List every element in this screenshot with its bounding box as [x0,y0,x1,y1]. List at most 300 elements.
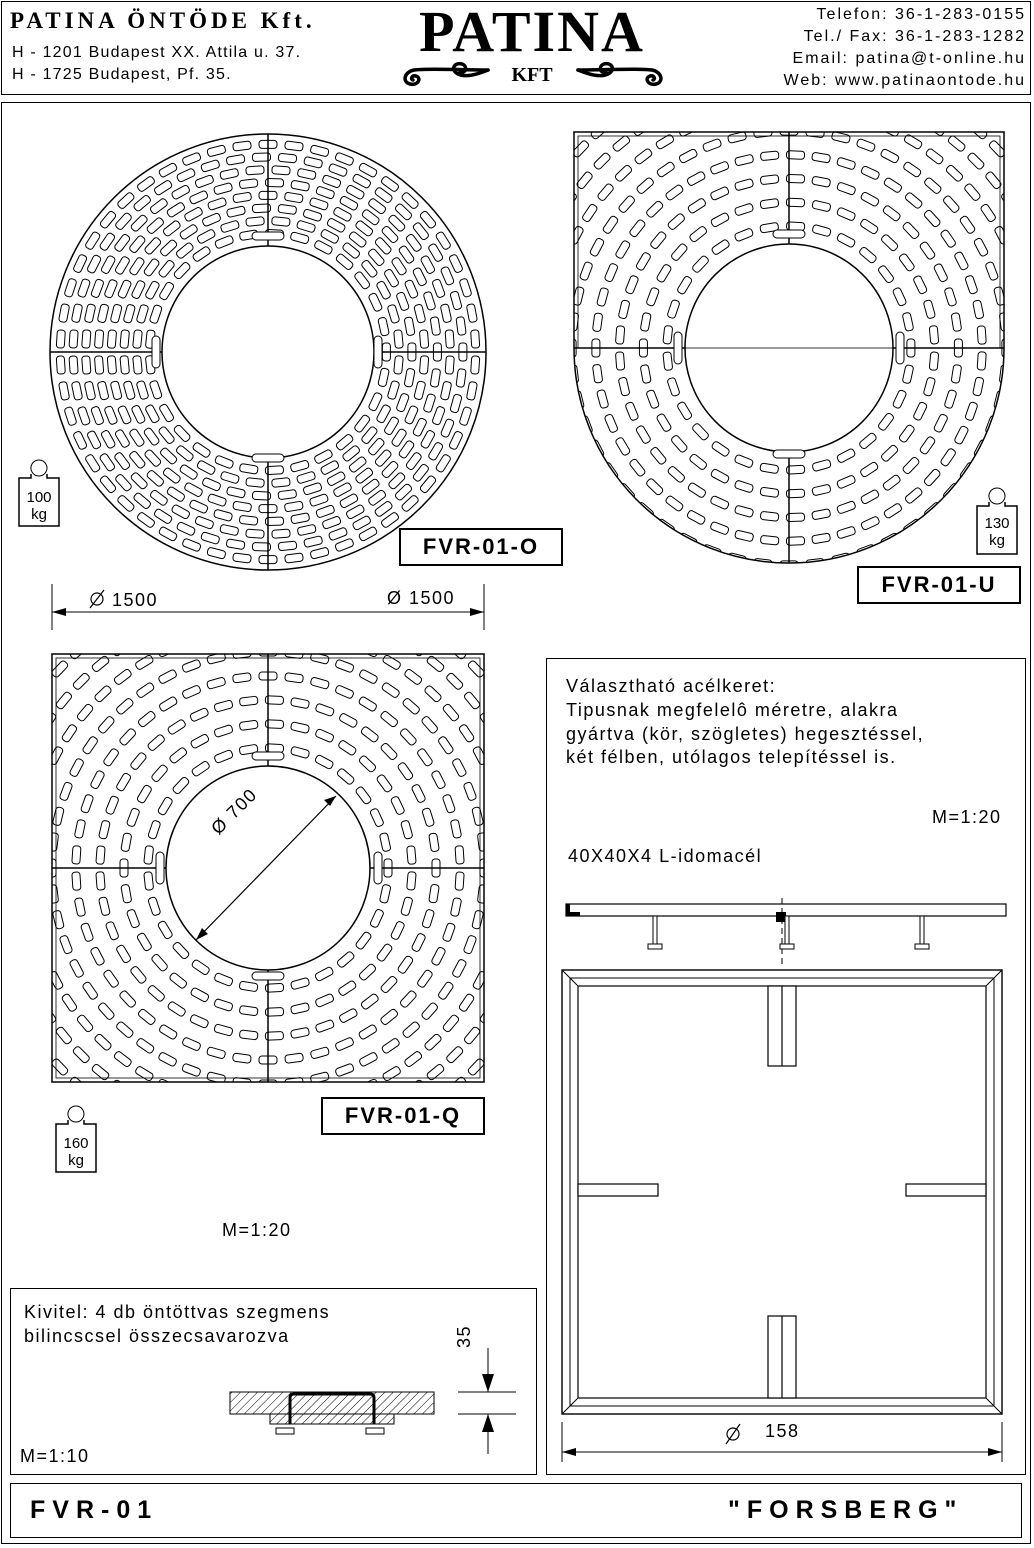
grate-slot [702,569,722,572]
grate-slot [114,233,131,252]
grate-slot [206,1047,225,1060]
grate-slot [484,679,488,698]
grate-slot [689,225,708,242]
grate-slot [133,194,152,212]
grate-slot [121,884,132,903]
contact-phone: Telefon: 36-1-283-0155 [816,6,1026,23]
grate-slot [239,463,258,474]
grate-slot [173,261,191,280]
grate-slot [114,212,132,231]
grate-slot [686,510,706,526]
grate-slot [381,682,400,699]
grate-slot [965,401,978,421]
grate-slot [136,1037,155,1054]
grate-slot [114,451,131,470]
frame-scale-label: M=1:20 [932,807,1002,827]
grate-slot [113,668,132,685]
grate-slot [404,1050,423,1067]
grate-slot [69,1076,88,1086]
grate-slot [355,931,372,950]
grate-slot [380,975,398,994]
grate-slot [304,156,323,168]
grate-slot [977,352,986,370]
grate-slot [214,972,234,986]
detail-text-line1: Kivitel: 4 db öntöttvas szegmens [24,1302,331,1322]
grate-slot [91,406,105,426]
grate-slot [358,696,378,712]
grate-slot [352,515,372,531]
weight-round-value: 100 [26,489,52,506]
grate-slot [472,807,484,826]
grate-slot [612,135,631,153]
grate-slot [1000,191,1014,210]
grate-slot [985,171,1003,190]
grate-slot [136,304,149,324]
grate-slot [76,703,94,722]
grate-slot [315,728,335,742]
grate-slot [296,471,316,484]
grate-slot [566,191,578,210]
grate-slot [625,401,639,421]
grate-slot [131,405,146,425]
grate-slot [315,505,335,519]
grate-slot [448,431,463,451]
grate-slot [640,364,651,383]
grate-slot [458,724,475,743]
grate-slot [182,152,202,166]
grate-slot [146,217,165,235]
grate-slot [618,195,636,214]
grate-slot [314,449,334,464]
grate-slot [179,464,198,481]
grate-slot [239,1030,258,1040]
grate-slot [105,921,119,941]
grate-slot [944,389,957,409]
contact-web: Web: www.patinaontode.hu [783,72,1026,89]
grate-slot [290,746,309,759]
grate-slot [166,202,185,218]
clamp-section-drawing [226,1330,526,1458]
grate-slot [314,240,334,255]
grate-slot [133,356,143,375]
grate-slot [233,192,252,203]
grate-slot [130,214,148,232]
model-label-round: FVR-01-O [399,528,563,566]
grate-slot [880,148,900,163]
grate-slot [86,430,101,450]
grate-slot [232,673,251,683]
grate-slot [898,424,915,443]
grate-slot [973,377,984,396]
grate-slot [189,499,209,514]
grate-slot [877,265,894,284]
grate-slot [942,482,960,501]
grate-slot [291,180,310,191]
outer-diameter-left-label: 1500 [112,590,159,610]
grate-slot [904,487,923,505]
grate-slot [980,203,997,222]
grate-slot [143,258,160,277]
grate-slot [333,482,353,498]
grate-slot [640,312,651,331]
grate-slot [919,241,936,260]
grate-slot [686,171,706,187]
grate-slot [64,406,77,426]
grate-slot [297,524,316,536]
grate-slot [760,151,779,161]
grate-slot [158,1024,178,1040]
grate-slot [314,966,334,981]
grate-slot [437,981,454,1000]
grate-slot [104,279,118,299]
grate-slot [919,436,936,455]
grate-slot [576,506,594,525]
grate-slot [994,225,1009,245]
grate-slot [646,287,660,307]
grate-slot [597,183,615,202]
grate-slot [94,330,103,349]
grate-slot [691,255,709,274]
contact-email: Email: patina@t-online.hu [792,50,1026,67]
grate-slot [335,1063,355,1077]
grate-slot [345,504,365,520]
weight-u-value: 130 [984,515,1010,532]
grate-slot [390,921,405,941]
grate-slot [309,493,329,506]
grate-slot [182,1063,202,1077]
grate-slot [100,255,116,275]
grate-slot [892,389,907,409]
grate-slot [189,1014,209,1029]
grate-slot [159,281,175,301]
grate-slot [71,381,82,400]
grate-slot [419,330,428,349]
grate-slot [456,317,466,336]
grate-slot [378,368,390,387]
grate-slot [213,182,232,194]
grate-slot [69,650,88,660]
grate-slot [61,724,78,743]
grate-slot [430,368,441,387]
grate-slot [572,538,590,557]
grate-slot [569,225,584,245]
grate-slot [753,558,772,568]
grate-slot [303,209,323,222]
grate-slot [278,153,297,163]
grate-slot [581,473,598,492]
grate-slot [297,168,316,180]
grate-slot [456,369,466,388]
grate-slot [455,846,464,865]
grate-slot [880,234,899,252]
grate-slot [860,489,880,505]
grate-slot [192,246,211,263]
grate-slot [136,784,152,804]
grate-slot [176,521,196,536]
round-grate-drawing [40,124,496,580]
grate-slot [396,393,410,413]
detail-scale-label: M=1:10 [20,1446,90,1466]
grate-slot [883,177,902,193]
grate-slot [226,486,245,498]
grate-slot [812,484,831,496]
grate-slot [985,261,999,281]
grate-slot [566,518,572,537]
grate-slot [159,403,175,423]
grate-slot [100,429,116,449]
grate-slot [191,760,210,777]
grate-slot [452,959,467,979]
grate-slot [172,776,190,795]
grate-slot [880,444,899,462]
grate-slot [195,175,215,189]
grate-slot [923,377,935,396]
grate-slot [625,275,639,295]
grate-slot [315,703,335,717]
grate-slot [90,946,105,966]
grate-slot [702,124,722,127]
grate-slot [812,533,831,544]
grate-slot [82,981,99,1000]
grate-slot [239,696,258,706]
grate-slot [96,872,105,891]
grate-slot [883,503,902,519]
grate-slot [290,1027,309,1038]
grate-slot [414,381,426,400]
grate-slot [734,228,754,242]
grate-slot [69,959,84,979]
grate-slot [964,183,982,202]
grate-slot [290,460,309,473]
grate-slot [123,381,135,400]
grate-slot [472,910,484,929]
grate-slot [420,429,436,449]
grate-slot [836,501,856,515]
grate-slot [145,280,161,300]
grate-slot [104,405,118,425]
grate-slot [84,381,96,400]
grate-slot [877,412,894,431]
grate-slot [69,758,84,778]
grate-slot [129,257,146,276]
grate-slot [69,330,78,348]
grate-slot [967,152,985,170]
grate-slot [702,138,722,152]
grate-slot [133,492,152,510]
grate-slot [677,401,693,421]
grate-slot [471,356,480,374]
grate-slot [634,148,653,165]
grate-slot [836,207,856,221]
grate-slot [999,365,1009,384]
grate-slot [452,758,467,778]
grate-slot [73,431,88,451]
grate-slot [463,935,477,955]
grate-slot [860,165,880,180]
grate-slot [207,197,227,210]
grate-slot [1005,427,1014,447]
grate-slot [448,1076,467,1086]
grate-slot [336,768,355,786]
grate-slot [72,672,90,690]
grate-slot [411,784,426,804]
grate-slot [114,473,132,492]
grate-slot [151,764,169,783]
grate-slot [360,726,379,743]
grate-slot [416,748,433,767]
grate-slot [192,442,211,459]
grate-slot [634,531,653,548]
grate-slot [49,833,59,852]
grate-slot [615,240,631,260]
grate-slot [404,279,419,299]
grate-slot [358,963,377,981]
grate-slot [133,330,143,349]
grate-slot [233,553,252,563]
grate-slot [450,291,462,310]
grate-slot [284,192,303,203]
grate-slot [618,482,636,501]
grate-slot [335,538,355,552]
grate-slot [97,381,109,400]
grate-slot [220,220,240,233]
grate-slot [121,833,132,852]
grate-slot [290,697,309,708]
grate-slot [72,872,81,891]
grate-slot [407,846,417,865]
frame-width-label: 158 [765,1421,800,1441]
grate-slot [359,1052,379,1067]
grate-slot [945,514,964,532]
grate-slot [597,494,615,513]
grate-slot [207,493,227,506]
grate-slot [467,660,485,679]
grate-slot [69,356,78,374]
grate-slot [860,516,880,531]
grate-slot [649,231,667,250]
grate-slot [665,184,684,201]
grate-slot [246,166,265,175]
grate-slot [97,715,115,734]
logo-kft: KFT [511,64,553,86]
grate-slot [328,527,348,541]
grate-slot [376,943,393,962]
grate-slot [195,516,215,530]
grate-slot [233,141,252,151]
grate-slot [51,660,69,679]
grate-slot [635,252,651,272]
grate-slot [59,935,73,955]
grate-slot [126,808,140,828]
grate-slot [320,229,340,245]
grate-slot [933,263,948,283]
grate-slot [678,559,698,572]
grate-slot [923,177,942,195]
grate-slot [455,872,464,891]
grate-slot [107,356,116,375]
grate-slot [618,300,630,319]
grate-slot [59,782,73,802]
grate-slot [322,516,342,530]
grate-slot [432,279,446,299]
grate-slot [710,186,730,201]
grate-slot [214,700,233,712]
grate-slot [123,304,135,323]
grate-slot [105,795,119,815]
grate-slot [859,218,878,235]
grate-slot [151,953,169,972]
grate-slot [590,556,609,572]
grate-slot [369,909,384,929]
grate-slot [128,235,146,254]
grate-slot [882,474,901,491]
grate-slot [284,501,303,512]
grate-slot [734,454,754,468]
grate-slot [566,427,573,447]
grate-slot [158,696,178,712]
grate-slot [945,164,964,182]
grate-slot [113,1050,132,1067]
grate-slot [760,487,779,497]
grate-slot [734,178,753,190]
grate-slot [933,413,948,433]
weight-square-unit: kg [68,1152,84,1169]
grate-slot [593,152,611,170]
grate-slot [358,162,378,178]
grate-slot [52,910,64,929]
grate-slot [352,173,372,189]
grate-slot [135,1066,155,1082]
grate-slot [440,304,452,323]
grate-slot [667,299,680,319]
grate-slot [951,313,962,332]
grate-slot [272,217,291,227]
grate-slot [173,424,191,443]
grate-slot [196,460,216,476]
grate-slot [52,807,64,826]
grate-slot [220,524,239,536]
grate-slot [691,423,709,442]
grate-slot [760,463,779,474]
grate-slot [459,278,472,298]
grate-slot [670,434,688,453]
grate-slot [77,406,90,426]
grate-slot [315,1019,335,1033]
grate-slot [290,722,309,734]
grate-slot [760,511,779,521]
grate-slot [246,529,265,538]
grate-slot [380,1008,399,1026]
grate-slot [285,673,304,683]
grate-slot [326,218,346,234]
grate-slot [272,166,291,175]
grate-slot [99,453,116,472]
grate-slot [147,734,166,752]
grate-slot [115,1021,134,1039]
grate-slot [602,215,619,234]
grate-slot [440,266,454,286]
contact-fax: Tel./ Fax: 36-1-283-1282 [803,28,1026,45]
grate-slot [214,998,234,1011]
grate-slot [169,747,188,764]
grate-slot [649,446,667,465]
grate-slot [201,532,221,545]
grate-slot [360,993,379,1010]
model-label-u: FVR-01-U [857,566,1021,604]
grate-slot [207,547,226,559]
grate-slot [678,124,698,137]
grate-slot [82,736,99,755]
